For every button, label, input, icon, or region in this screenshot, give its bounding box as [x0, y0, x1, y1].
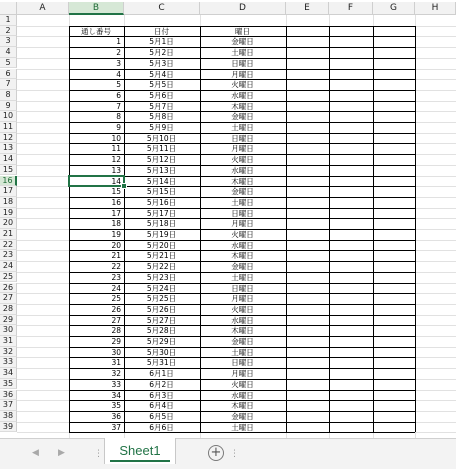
serial-number-cell[interactable]: 16 [111, 197, 121, 207]
serial-number-cell[interactable]: 14 [111, 176, 121, 186]
date-cell[interactable]: 5月19日 [146, 230, 177, 239]
active-tab-underline [110, 460, 170, 462]
row-header-10[interactable]: 10 [0, 111, 17, 122]
table-border-vertical [124, 26, 125, 433]
serial-number-cell[interactable]: 20 [111, 240, 121, 250]
weekday-cell[interactable]: 木曜日 [231, 251, 254, 261]
date-cell[interactable]: 5月12日 [146, 155, 177, 165]
table-border-vertical [329, 26, 330, 433]
serial-number-cell[interactable]: 23 [111, 272, 121, 282]
active-cell[interactable] [68, 175, 125, 188]
row-header-15[interactable]: 15 [0, 165, 17, 176]
tab-scroll-handle[interactable]: ⋮ [94, 449, 103, 459]
table-border-vertical [286, 26, 287, 433]
date-cell[interactable]: 6月5日 [149, 411, 174, 421]
date-cell[interactable]: 5月21日 [146, 251, 177, 261]
date-cell[interactable]: 5月11日 [146, 144, 177, 154]
date-cell[interactable]: 6月2日 [149, 379, 174, 389]
row-header-33[interactable]: 33 [0, 357, 17, 368]
row-header-38[interactable]: 38 [0, 411, 17, 422]
serial-number-cell[interactable]: 28 [111, 326, 121, 336]
date-cell[interactable]: 5月31日 [146, 358, 177, 368]
row-header-3[interactable]: 3 [0, 36, 17, 47]
row-header-21[interactable]: 21 [0, 229, 17, 240]
date-cell[interactable]: 5月25日 [146, 294, 177, 304]
row-header-7[interactable]: 7 [0, 79, 17, 90]
table-border-vertical [200, 26, 201, 433]
select-all-corner[interactable] [0, 2, 17, 15]
row-header-37[interactable]: 37 [0, 400, 17, 411]
weekday-cell[interactable]: 火曜日 [231, 379, 254, 389]
serial-number-cell[interactable]: 2 [116, 48, 121, 58]
date-cell[interactable]: 5月3日 [149, 58, 174, 68]
serial-number-cell[interactable]: 34 [111, 390, 121, 400]
date-cell[interactable]: 5月15日 [146, 187, 177, 197]
date-cell[interactable]: 5月24日 [146, 283, 177, 293]
weekday-cell[interactable]: 火曜日 [231, 230, 254, 239]
weekday-cell[interactable]: 水曜日 [231, 90, 254, 100]
weekday-cell[interactable]: 日曜日 [231, 58, 254, 68]
serial-number-cell[interactable]: 29 [111, 337, 121, 346]
row-header-11[interactable]: 11 [0, 122, 17, 133]
serial-number-cell[interactable]: 31 [111, 358, 121, 368]
weekday-cell[interactable]: 土曜日 [231, 422, 254, 432]
serial-number-cell[interactable]: 26 [111, 304, 121, 314]
weekday-cell[interactable]: 日曜日 [231, 358, 254, 368]
serial-number-cell[interactable]: 8 [116, 112, 121, 122]
row-header-14[interactable]: 14 [0, 154, 17, 165]
row-header-20[interactable]: 20 [0, 218, 17, 229]
row-header-35[interactable]: 35 [0, 379, 17, 390]
row-header-22[interactable]: 22 [0, 240, 17, 251]
weekday-cell[interactable]: 水曜日 [231, 240, 254, 250]
serial-number-cell[interactable]: 24 [111, 283, 121, 293]
weekday-cell[interactable]: 土曜日 [231, 347, 254, 357]
serial-number-cell[interactable]: 7 [116, 101, 121, 111]
serial-number-cell[interactable]: 36 [111, 411, 121, 421]
weekday-cell[interactable]: 日曜日 [231, 133, 254, 143]
date-cell[interactable]: 5月9日 [149, 123, 174, 132]
table-header-cell[interactable]: 通し番号 [81, 26, 111, 36]
table-header-cell[interactable]: 曜日 [235, 26, 250, 36]
row-header-9[interactable]: 9 [0, 101, 17, 112]
serial-number-cell[interactable]: 17 [111, 208, 121, 218]
row-header-4[interactable]: 4 [0, 47, 17, 58]
serial-number-cell[interactable]: 15 [111, 187, 121, 197]
row-header-34[interactable]: 34 [0, 368, 17, 379]
row-header-36[interactable]: 36 [0, 390, 17, 401]
row-header-13[interactable]: 13 [0, 143, 17, 154]
serial-number-cell[interactable]: 9 [116, 123, 121, 132]
date-cell[interactable]: 5月8日 [149, 112, 174, 122]
weekday-cell[interactable]: 月曜日 [231, 294, 254, 304]
row-header-5[interactable]: 5 [0, 58, 17, 69]
weekday-cell[interactable]: 水曜日 [231, 165, 254, 175]
weekday-cell[interactable]: 火曜日 [231, 80, 254, 90]
table-border-horizontal [69, 432, 415, 433]
date-cell[interactable]: 5月10日 [146, 133, 177, 143]
serial-number-cell[interactable]: 18 [111, 219, 121, 229]
tab-bar-split-handle[interactable]: ⋮ [230, 449, 239, 459]
date-cell[interactable]: 5月14日 [146, 176, 177, 186]
weekday-cell[interactable]: 土曜日 [231, 123, 254, 132]
column-header-b[interactable]: B [69, 2, 124, 15]
weekday-cell[interactable]: 水曜日 [231, 315, 254, 325]
date-cell[interactable]: 6月6日 [149, 422, 174, 432]
date-cell[interactable]: 5月5日 [149, 80, 174, 90]
date-cell[interactable]: 5月6日 [149, 90, 174, 100]
column-header-c[interactable]: C [124, 2, 200, 15]
row-header-19[interactable]: 19 [0, 208, 17, 219]
column-header-d[interactable]: D [200, 2, 286, 15]
serial-number-cell[interactable]: 25 [111, 294, 121, 304]
date-cell[interactable]: 5月20日 [146, 240, 177, 250]
sheet-tab-bar [0, 438, 456, 469]
row-header-18[interactable]: 18 [0, 197, 17, 208]
weekday-cell[interactable]: 金曜日 [231, 262, 254, 272]
column-header-e[interactable]: E [286, 2, 329, 15]
weekday-cell[interactable]: 木曜日 [231, 176, 254, 186]
fill-handle[interactable] [121, 183, 127, 189]
weekday-cell[interactable]: 火曜日 [231, 304, 254, 314]
serial-number-cell[interactable]: 35 [111, 401, 121, 411]
serial-number-cell[interactable]: 3 [116, 58, 121, 68]
weekday-cell[interactable]: 木曜日 [231, 326, 254, 336]
serial-number-cell[interactable]: 13 [111, 165, 121, 175]
date-cell[interactable]: 5月7日 [149, 101, 174, 111]
row-header-39[interactable]: 39 [0, 422, 17, 433]
weekday-cell[interactable]: 日曜日 [231, 208, 254, 218]
row-header-8[interactable]: 8 [0, 90, 17, 101]
row-header-24[interactable]: 24 [0, 261, 17, 272]
date-cell[interactable]: 5月30日 [146, 347, 177, 357]
weekday-cell[interactable]: 日曜日 [231, 283, 254, 293]
serial-number-cell[interactable]: 6 [116, 90, 121, 100]
row-header-17[interactable]: 17 [0, 186, 17, 197]
serial-number-cell[interactable]: 5 [116, 80, 121, 90]
row-header-26[interactable]: 26 [0, 283, 17, 294]
serial-number-cell[interactable]: 33 [111, 379, 121, 389]
serial-number-cell[interactable]: 27 [111, 315, 121, 325]
chevron-right-icon[interactable]: ▶ [58, 448, 65, 458]
row-header-30[interactable]: 30 [0, 325, 17, 336]
date-cell[interactable]: 5月22日 [146, 262, 177, 272]
table-border-vertical [69, 26, 70, 433]
weekday-cell[interactable]: 月曜日 [231, 369, 254, 379]
date-cell[interactable]: 5月28日 [146, 326, 177, 336]
date-cell[interactable]: 6月1日 [149, 369, 174, 379]
weekday-cell[interactable]: 木曜日 [231, 401, 254, 411]
column-header-g[interactable]: G [373, 2, 415, 15]
serial-number-cell[interactable]: 10 [111, 133, 121, 143]
row-header-23[interactable]: 23 [0, 250, 17, 261]
row-header-29[interactable]: 29 [0, 315, 17, 326]
date-cell[interactable]: 5月23日 [146, 272, 177, 282]
date-cell[interactable]: 5月4日 [149, 69, 174, 79]
row-header-2[interactable]: 2 [0, 26, 17, 37]
serial-number-cell[interactable]: 19 [111, 230, 121, 239]
serial-number-cell[interactable]: 37 [111, 422, 121, 432]
weekday-cell[interactable]: 金曜日 [231, 37, 254, 47]
weekday-cell[interactable]: 土曜日 [231, 272, 254, 282]
row-header-32[interactable]: 32 [0, 347, 17, 358]
row-header-6[interactable]: 6 [0, 69, 17, 80]
weekday-cell[interactable]: 火曜日 [231, 155, 254, 165]
serial-number-cell[interactable]: 12 [111, 155, 121, 165]
date-cell[interactable]: 6月4日 [149, 401, 174, 411]
table-border-vertical [415, 26, 416, 433]
weekday-cell[interactable]: 金曜日 [231, 337, 254, 346]
table-border-vertical [373, 26, 374, 433]
weekday-cell[interactable]: 月曜日 [231, 69, 254, 79]
date-cell[interactable]: 5月13日 [146, 165, 177, 175]
chevron-left-icon[interactable]: ◀ [32, 448, 39, 458]
serial-number-cell[interactable]: 1 [116, 37, 121, 47]
weekday-cell[interactable]: 月曜日 [231, 144, 254, 154]
row-header-12[interactable]: 12 [0, 133, 17, 144]
row-header-27[interactable]: 27 [0, 293, 17, 304]
row-header-1[interactable]: 1 [0, 15, 17, 26]
weekday-cell[interactable]: 土曜日 [231, 48, 254, 58]
row-header-25[interactable]: 25 [0, 272, 17, 283]
row-header-28[interactable]: 28 [0, 304, 17, 315]
serial-number-cell[interactable]: 21 [111, 251, 121, 261]
serial-number-cell[interactable]: 32 [111, 369, 121, 379]
weekday-cell[interactable]: 木曜日 [231, 101, 254, 111]
table-header-cell[interactable]: 日付 [154, 26, 169, 36]
serial-number-cell[interactable]: 4 [116, 69, 121, 79]
tab-label: Sheet1 [119, 443, 161, 458]
date-cell[interactable]: 5月18日 [146, 219, 177, 229]
plus-circle-icon[interactable]: + [208, 445, 224, 461]
row-header-31[interactable]: 31 [0, 336, 17, 347]
column-header-f[interactable]: F [329, 2, 373, 15]
weekday-cell[interactable]: 金曜日 [231, 187, 254, 197]
weekday-cell[interactable]: 金曜日 [231, 411, 254, 421]
serial-number-cell[interactable]: 22 [111, 262, 121, 272]
serial-number-cell[interactable]: 11 [111, 144, 121, 154]
date-cell[interactable]: 6月3日 [149, 390, 174, 400]
date-cell[interactable]: 5月17日 [146, 208, 177, 218]
date-cell[interactable]: 5月27日 [146, 315, 177, 325]
weekday-cell[interactable]: 金曜日 [231, 112, 254, 122]
weekday-cell[interactable]: 水曜日 [231, 390, 254, 400]
date-cell[interactable]: 5月16日 [146, 197, 177, 207]
weekday-cell[interactable]: 月曜日 [231, 219, 254, 229]
column-header-a[interactable]: A [17, 2, 69, 15]
date-cell[interactable]: 5月26日 [146, 304, 177, 314]
serial-number-cell[interactable]: 30 [111, 347, 121, 357]
date-cell[interactable]: 5月2日 [149, 48, 174, 58]
date-cell[interactable]: 5月29日 [146, 337, 177, 346]
column-header-h[interactable]: H [415, 2, 456, 15]
row-header-16[interactable]: 16 [0, 176, 17, 187]
weekday-cell[interactable]: 土曜日 [231, 197, 254, 207]
date-cell[interactable]: 5月1日 [149, 37, 174, 47]
